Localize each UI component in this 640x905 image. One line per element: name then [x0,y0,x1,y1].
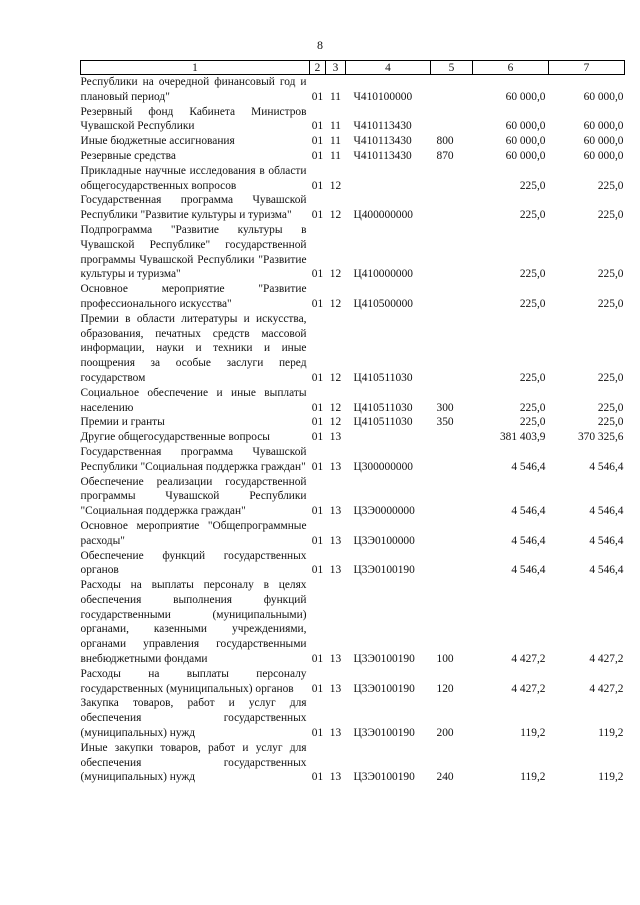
row-name: Обеспечение функций государственных органов [80,549,307,577]
row-amount-year1: 4 427,2 [511,653,546,666]
row-amount-year1: 225,0 [519,371,546,384]
table-row [81,105,625,135]
row-target-article: Ц410511030 [353,416,413,429]
row-expense-type [431,312,473,386]
row-subsection: 13 [329,682,342,695]
row-subsection: 13 [329,564,342,577]
row-subsection: 13 [329,653,342,666]
table-row [81,134,625,149]
row-expense-type [431,164,473,194]
row-amount-year1: 225,0 [519,209,546,222]
row-amount-year2: 225,0 [597,268,624,281]
row-expense-type: 870 [436,149,454,162]
row-amount-year2: 4 427,2 [589,682,624,695]
row-target-article: Ц3Э0100190 [353,653,415,666]
row-amount-year2: 4 546,4 [589,460,624,473]
row-section: 01 [311,371,324,384]
table-header-row [81,61,625,75]
row-section: 01 [311,682,324,695]
row-expense-type [431,75,473,105]
header-col-5: 5 [431,61,473,75]
row-amount-year1: 4 427,2 [511,682,546,695]
row-amount-year2: 4 546,4 [589,505,624,518]
row-name: Социальное обеспечение и иные выплаты населению [80,386,307,414]
row-name: Премии и гранты [80,416,165,429]
row-subsection: 12 [329,416,342,429]
row-expense-type: 300 [436,401,454,414]
row-amount-year1: 225,0 [519,179,546,192]
row-amount-year1: 225,0 [519,416,546,429]
row-name: Обеспечение реализации государственной программы Чувашской Республики "Социальная поддержка граждан" [80,475,307,518]
table-row [81,430,625,445]
table-row [81,282,625,312]
row-target-article: Ц3Э0100190 [353,727,415,740]
row-target-article: Ц410511030 [353,401,413,414]
table-row [81,741,625,785]
row-section: 01 [311,431,324,444]
header-col-3: 3 [326,61,346,75]
header-col-4: 4 [346,61,431,75]
row-subsection: 13 [329,771,342,784]
row-name: Иные бюджетные ассигнования [80,135,235,148]
row-subsection: 13 [329,460,342,473]
row-subsection: 11 [330,149,341,162]
row-amount-year1: 119,2 [520,727,546,740]
row-section: 01 [311,209,324,222]
row-name: Основное мероприятие "Развитие профессионального искусства" [80,283,307,310]
row-amount-year2: 60 000,0 [583,149,624,162]
row-name: Премии в области литературы и искусства, образования, печатных средств массовой информации, науки и техники и иные поощрения за особые заслуги перед государством [80,312,307,384]
row-section: 01 [311,149,324,162]
row-section: 01 [311,727,324,740]
row-expense-type: 120 [436,682,454,695]
row-amount-year2: 225,0 [597,416,624,429]
table-body [81,75,625,786]
row-section: 01 [311,120,324,133]
row-amount-year1: 225,0 [519,297,546,310]
row-expense-type: 240 [436,771,454,784]
page-number: 8 [317,38,323,52]
row-target-article: Ц410000000 [353,268,413,281]
budget-table [80,60,625,785]
row-name: Расходы на выплаты персоналу государственных (муниципальных) органов [80,667,307,695]
row-section: 01 [311,653,324,666]
row-name: Другие общегосударственные вопросы [80,431,270,444]
row-section: 01 [311,564,324,577]
table-row [81,445,625,475]
table-row [81,149,625,164]
row-target-article: Ц410511030 [353,371,413,384]
row-amount-year1: 60 000,0 [505,135,546,148]
row-target-article: Ц410500000 [353,297,413,310]
header-col-6: 6 [473,61,549,75]
row-amount-year1: 225,0 [519,401,546,414]
row-subsection: 11 [330,120,341,133]
row-amount-year2: 4 546,4 [589,564,624,577]
row-amount-year2: 60 000,0 [583,135,624,148]
row-target-article [346,164,431,194]
row-section: 01 [311,771,324,784]
row-amount-year1: 60 000,0 [505,90,546,103]
row-subsection: 13 [329,727,342,740]
table-row [81,578,625,667]
row-amount-year2: 4 546,4 [589,534,624,547]
row-section: 01 [311,297,324,310]
row-target-article: Ц3Э0100190 [353,771,415,784]
row-subsection: 11 [330,90,341,103]
row-expense-type [431,105,473,135]
row-amount-year1: 60 000,0 [505,149,546,162]
table-row [81,415,625,430]
row-name: Прикладные научные исследования в области общегосударственных вопросов [80,164,307,192]
row-amount-year2: 60 000,0 [583,90,624,103]
row-expense-type: 100 [436,653,454,666]
row-target-article: Ч410100000 [353,90,413,103]
row-section: 01 [311,460,324,473]
row-amount-year2: 119,2 [598,727,624,740]
row-expense-type: 800 [436,135,454,148]
row-amount-year2: 225,0 [597,179,624,192]
row-amount-year2: 225,0 [597,209,624,222]
row-expense-type [431,223,473,282]
row-section: 01 [311,505,324,518]
header-col-1: 1 [81,61,310,75]
row-section: 01 [311,135,324,148]
row-name: Расходы на выплаты персоналу в целях обеспечения выполнения функций государственными (муниципальными) органами, казенными учреждениями, органами управления государственными внебюджетными фондами [80,579,307,666]
row-name: Республики на очередной финансовый год и плановый период" [80,76,307,103]
row-expense-type [431,445,473,475]
table-row [81,519,625,549]
table-row [81,475,625,519]
table-row [81,696,625,740]
table-row [81,312,625,386]
table-row [81,667,625,697]
row-target-article: Ч410113430 [353,135,412,148]
row-amount-year2: 4 427,2 [589,653,624,666]
row-amount-year2: 60 000,0 [583,120,624,133]
row-amount-year2: 225,0 [597,297,624,310]
row-target-article: Ц300000000 [353,460,413,473]
row-amount-year1: 4 546,4 [511,460,546,473]
row-subsection: 12 [329,371,342,384]
row-target-article: Ц3Э0100190 [353,564,415,577]
row-amount-year1: 4 546,4 [511,534,546,547]
row-section: 01 [311,179,324,192]
table-row [81,386,625,416]
table-row [81,223,625,282]
row-subsection: 13 [329,534,342,547]
row-expense-type [431,430,473,445]
row-subsection: 12 [329,268,342,281]
row-amount-year1: 60 000,0 [505,120,546,133]
row-subsection: 13 [329,505,342,518]
row-subsection: 12 [329,297,342,310]
row-subsection: 12 [329,209,342,222]
row-target-article: Ц3Э0100190 [353,682,415,695]
row-expense-type [431,475,473,519]
row-target-article: Ц3Э0100000 [353,534,415,547]
row-subsection: 12 [329,401,342,414]
row-amount-year1: 4 546,4 [511,564,546,577]
row-subsection: 13 [329,431,342,444]
header-col-7: 7 [549,61,625,75]
row-section: 01 [311,268,324,281]
row-section: 01 [311,416,324,429]
row-subsection: 12 [329,179,342,192]
row-subsection: 11 [330,135,341,148]
row-expense-type: 200 [436,727,454,740]
row-name: Государственная программа Чувашской Республики "Социальная поддержка граждан" [80,445,307,473]
row-expense-type [431,519,473,549]
row-target-article [346,430,431,445]
row-target-article: Ч410113430 [353,120,412,133]
row-amount-year1: 225,0 [519,268,546,281]
table-row [81,549,625,579]
row-name: Государственная программа Чувашской Республики "Развитие культуры и туризма" [80,194,307,222]
row-expense-type: 350 [436,416,454,429]
row-expense-type [431,282,473,312]
row-target-article: Ч410113430 [353,149,412,162]
row-amount-year2: 370 325,6 [577,431,624,444]
row-expense-type [431,193,473,223]
row-amount-year1: 4 546,4 [511,505,546,518]
row-name: Иные закупки товаров, работ и услуг для обеспечения государственных (муниципальных) нужд [80,741,307,784]
row-amount-year1: 119,2 [520,771,546,784]
row-amount-year1: 381 403,9 [499,431,546,444]
row-name: Основное мероприятие "Общепрограммные расходы" [80,519,307,547]
row-name: Резервный фонд Кабинета Министров Чувашской Республики [80,105,307,133]
row-amount-year2: 225,0 [597,371,624,384]
header-col-2: 2 [310,61,326,75]
row-target-article: Ц3Э0000000 [353,505,415,518]
row-section: 01 [311,401,324,414]
row-name: Резервные средства [80,149,176,162]
row-section: 01 [311,90,324,103]
table-row [81,164,625,194]
row-expense-type [431,549,473,579]
row-target-article: Ц400000000 [353,209,413,222]
row-name: Подпрограмма "Развитие культуры в Чувашской Республике" государственной программы Чувашской Республики "Развитие культуры и туризма" [80,223,307,281]
row-amount-year2: 119,2 [598,771,624,784]
table-row [81,75,625,105]
row-section: 01 [311,534,324,547]
row-amount-year2: 225,0 [597,401,624,414]
table-row [81,193,625,223]
row-name: Закупка товаров, работ и услуг для обеспечения государственных (муниципальных) нужд [80,697,307,740]
